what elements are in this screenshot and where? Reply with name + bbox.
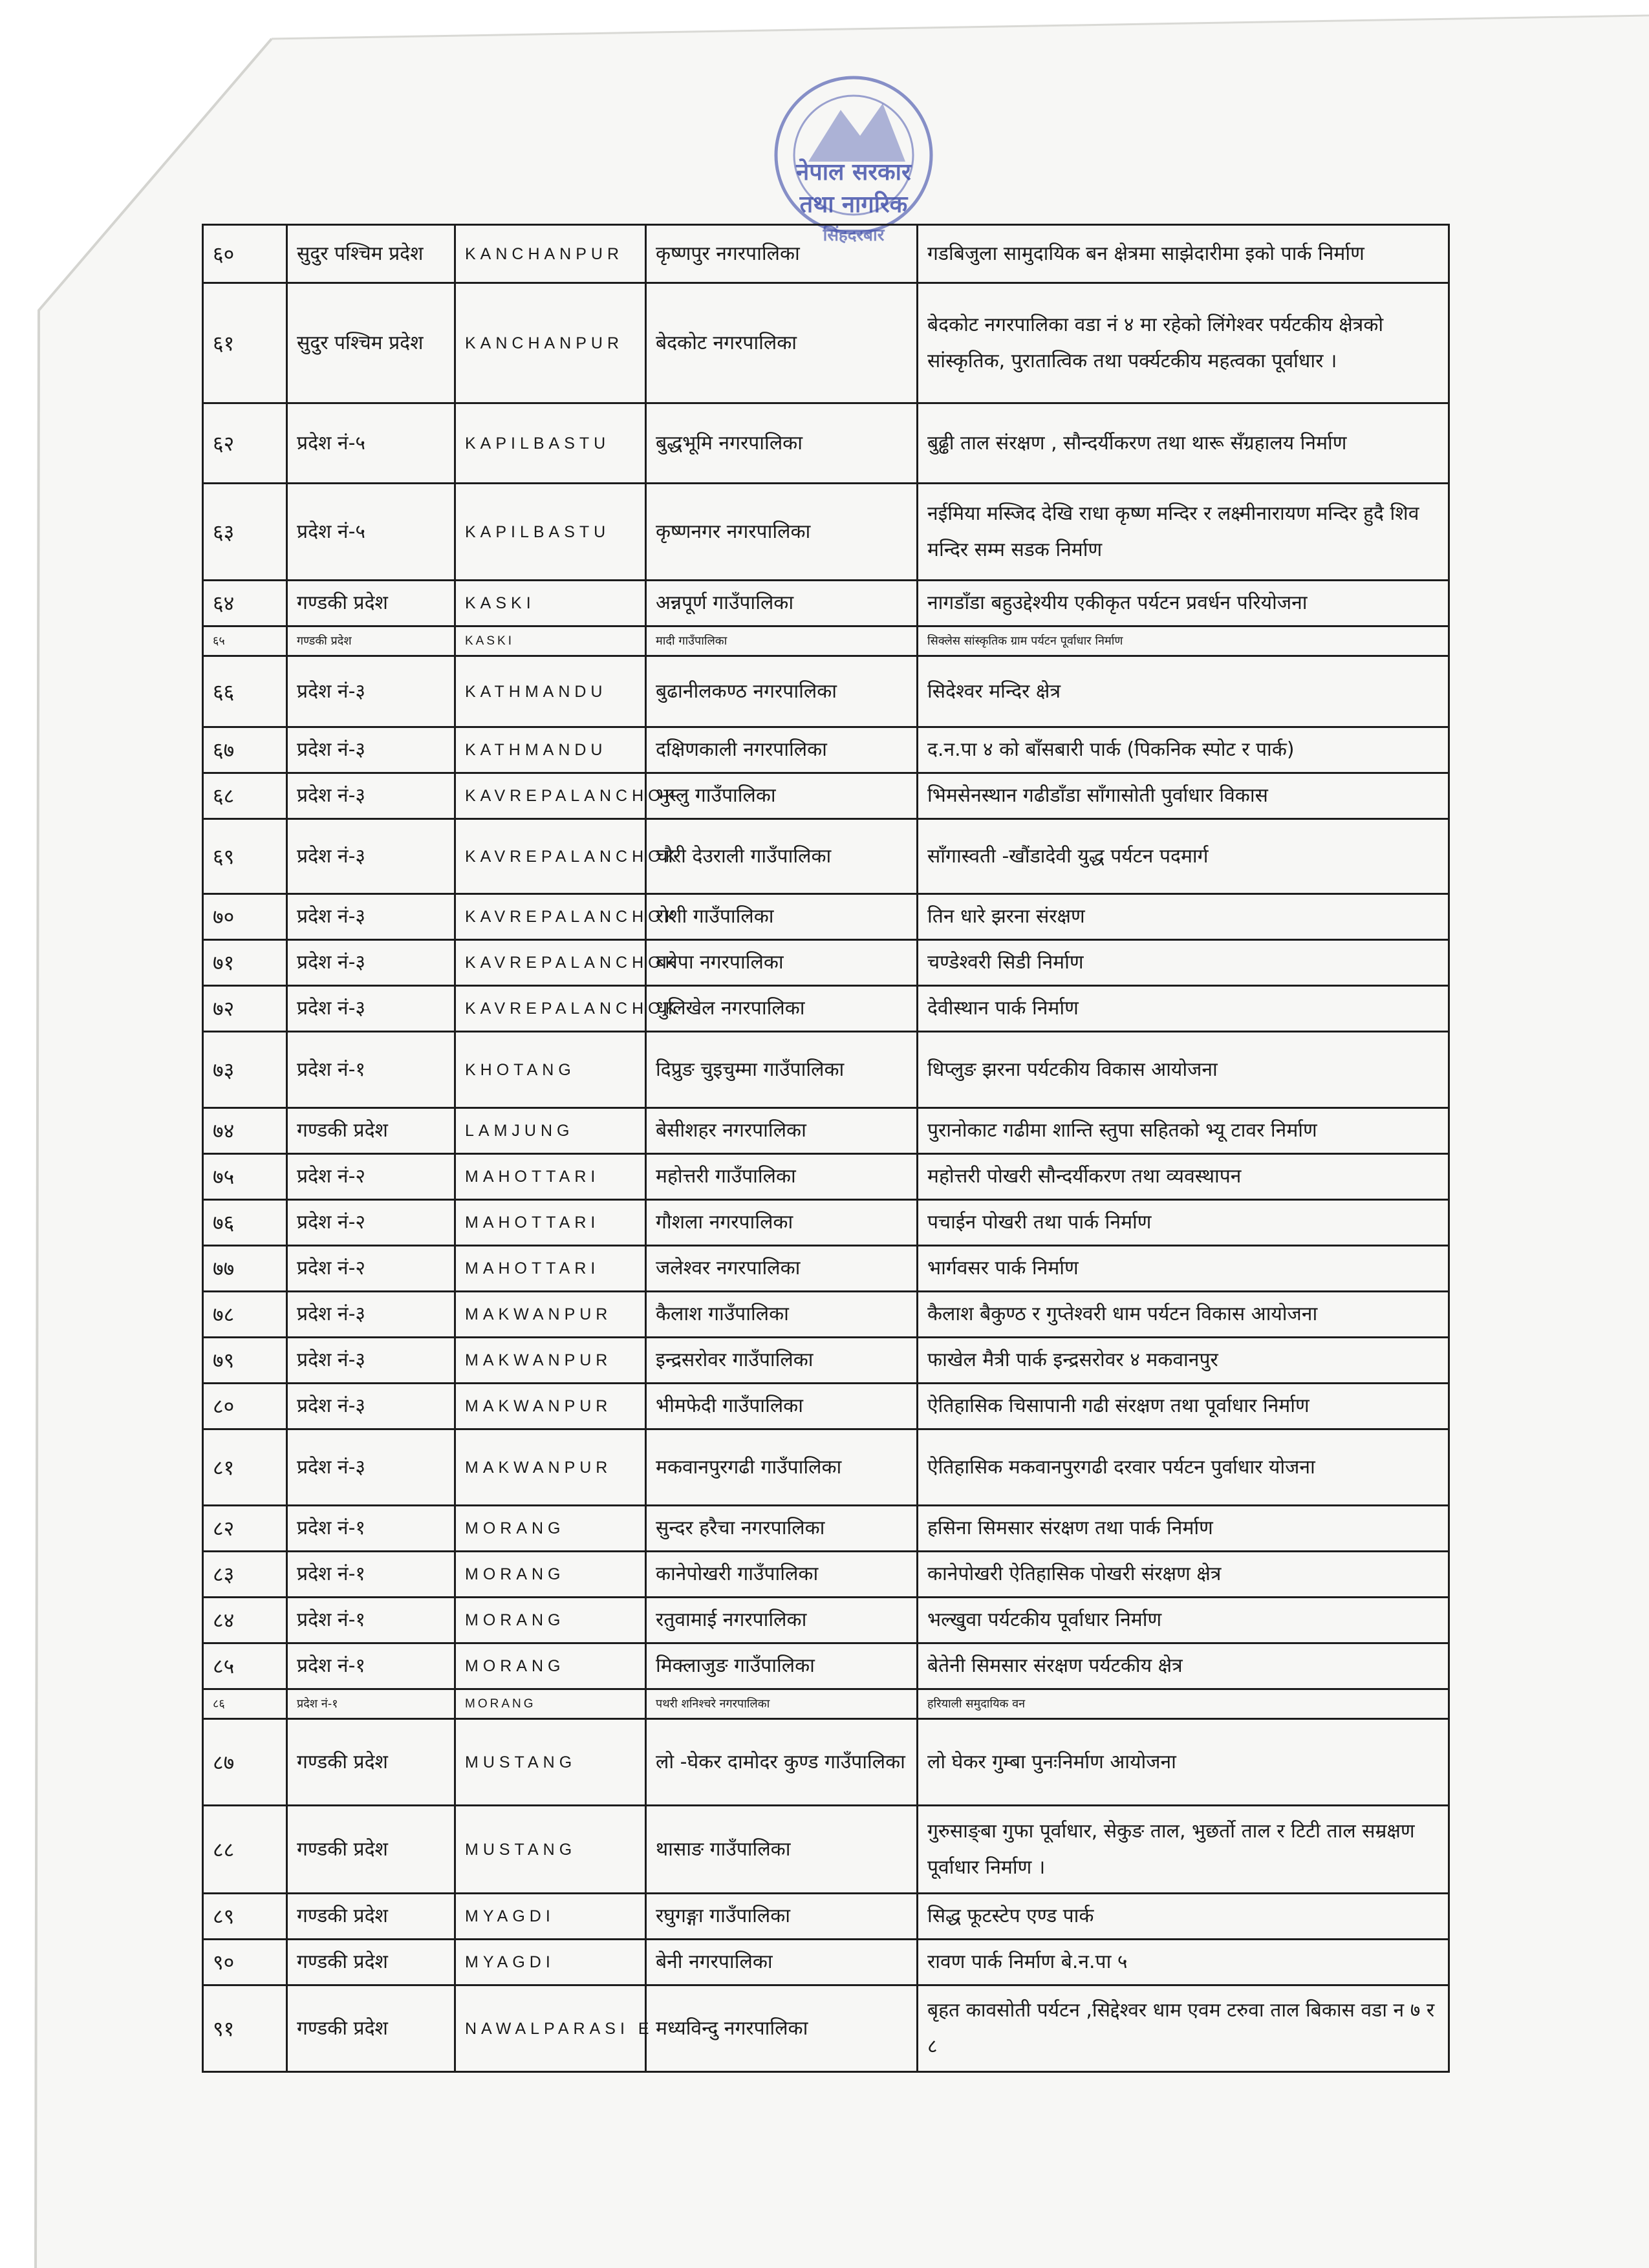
serial-number: ६८	[203, 773, 287, 819]
table-row	[203, 1719, 1449, 1806]
local-body: दक्षिणकाली नगरपालिका	[646, 727, 918, 773]
table-row	[203, 225, 1449, 283]
district: MORANG	[455, 1689, 646, 1719]
district: MORANG	[455, 1552, 646, 1598]
district: KANCHANPUR	[455, 225, 646, 283]
project-name: ऐतिहासिक चिसापानी गढी संरक्षण तथा पूर्वाधार निर्माण	[918, 1384, 1449, 1429]
district: KHOTANG	[455, 1032, 646, 1108]
local-body: थासाङ गाउँपालिका	[646, 1806, 918, 1894]
province: गण्डकी प्रदेश	[287, 1894, 455, 1940]
province: प्रदेश नं-३	[287, 1384, 455, 1429]
province: गण्डकी प्रदेश	[287, 1985, 455, 2072]
local-body: मध्यविन्दु नगरपालिका	[646, 1985, 918, 2072]
project-name: बेतेनी सिमसार संरक्षण पर्यटकीय क्षेत्र	[918, 1643, 1449, 1689]
serial-number: ६१	[203, 283, 287, 403]
serial-number: ८३	[203, 1552, 287, 1598]
serial-number: ७१	[203, 940, 287, 986]
serial-number: ८४	[203, 1598, 287, 1643]
local-body: मादी गाउँपालिका	[646, 626, 918, 656]
project-name: सिद्ध फूटस्टेप एण्ड पार्क	[918, 1894, 1449, 1940]
province: गण्डकी प्रदेश	[287, 1806, 455, 1894]
table-row	[203, 1643, 1449, 1689]
province: गण्डकी प्रदेश	[287, 1108, 455, 1154]
serial-number: ६६	[203, 656, 287, 727]
district: MYAGDI	[455, 1940, 646, 1985]
table-row	[203, 1806, 1449, 1894]
table-row	[203, 1506, 1449, 1552]
local-body: बेसीशहर नगरपालिका	[646, 1108, 918, 1154]
serial-number: ८८	[203, 1806, 287, 1894]
province: प्रदेश नं-५	[287, 484, 455, 581]
local-body: दिप्रुङ चुइचुम्मा गाउँपालिका	[646, 1032, 918, 1108]
province: प्रदेश नं-५	[287, 403, 455, 484]
district: KAPILBASTU	[455, 484, 646, 581]
serial-number: ७५	[203, 1154, 287, 1200]
province: सुदुर पश्चिम प्रदेश	[287, 225, 455, 283]
local-body: अन्नपूर्ण गाउँपालिका	[646, 581, 918, 626]
project-name: फाखेल मैत्री पार्क इन्द्रसरोवर ४ मकवानपुर	[918, 1338, 1449, 1384]
serial-number: ६५	[203, 626, 287, 656]
local-body: बुढानीलकण्ठ नगरपालिका	[646, 656, 918, 727]
project-name: कैलाश बैकुण्ठ र गुप्तेश्वरी धाम पर्यटन विकास आयोजना	[918, 1292, 1449, 1338]
project-name: चण्डेश्वरी सिडी निर्माण	[918, 940, 1449, 986]
serial-number: ९०	[203, 1940, 287, 1985]
province: प्रदेश नं-३	[287, 1292, 455, 1338]
district: KASKI	[455, 626, 646, 656]
serial-number: ७३	[203, 1032, 287, 1108]
serial-number: ७४	[203, 1108, 287, 1154]
project-name: नईमिया मस्जिद देखि राधा कृष्ण मन्दिर र लक्ष्मीनारायण मन्दिर हुदै शिव मन्दिर सम्म सडक निर्माण	[918, 484, 1449, 581]
local-body: रघुगङ्गा गाउँपालिका	[646, 1894, 918, 1940]
district: KATHMANDU	[455, 656, 646, 727]
district: MAKWANPUR	[455, 1384, 646, 1429]
project-name: बेदकोट नगरपालिका वडा नं ४ मा रहेको लिंगेश्वर पर्यटकीय क्षेत्रको सांस्कृतिक, पुरातात्विक तथा पर्क्यटकीय महत्वका पूर्वाधार ।	[918, 283, 1449, 403]
local-body: महोत्तरी गाउँपालिका	[646, 1154, 918, 1200]
table-row	[203, 1032, 1449, 1108]
district: MYAGDI	[455, 1894, 646, 1940]
table-row	[203, 1552, 1449, 1598]
district: KAPILBASTU	[455, 403, 646, 484]
table-row	[203, 1338, 1449, 1384]
province: गण्डकी प्रदेश	[287, 581, 455, 626]
project-name: सिदेश्वर मन्दिर क्षेत्र	[918, 656, 1449, 727]
project-name: तिन धारे झरना संरक्षण	[918, 894, 1449, 940]
project-name: रावण पार्क निर्माण बे.न.पा ५	[918, 1940, 1449, 1985]
serial-number: ९१	[203, 1985, 287, 2072]
project-name: बृहत कावसोती पर्यटन ,सिद्देश्वर धाम एवम टरुवा ताल बिकास वडा न ७ र ८	[918, 1985, 1449, 2072]
serial-number: ८६	[203, 1689, 287, 1719]
local-body: बेदकोट नगरपालिका	[646, 283, 918, 403]
district: MAHOTTARI	[455, 1200, 646, 1246]
table-row	[203, 403, 1449, 484]
table-row	[203, 773, 1449, 819]
local-body: धुलिखेल नगरपालिका	[646, 986, 918, 1032]
serial-number: ८०	[203, 1384, 287, 1429]
local-body: इन्द्रसरोवर गाउँपालिका	[646, 1338, 918, 1384]
table-row	[203, 1894, 1449, 1940]
project-name: नागडाँडा बहुउद्देश्यीय एकीकृत पर्यटन प्रवर्धन परियोजना	[918, 581, 1449, 626]
province: प्रदेश नं-३	[287, 986, 455, 1032]
project-name: देवीस्थान पार्क निर्माण	[918, 986, 1449, 1032]
table-row	[203, 986, 1449, 1032]
province: सुदुर पश्चिम प्रदेश	[287, 283, 455, 403]
svg-text:नेपाल सरकार: नेपाल सरकार	[796, 159, 911, 186]
district: KASKI	[455, 581, 646, 626]
table-row	[203, 656, 1449, 727]
province: गण्डकी प्रदेश	[287, 1719, 455, 1806]
serial-number: ८५	[203, 1643, 287, 1689]
svg-text:सिंहदरबार: सिंहदरबार	[823, 226, 885, 245]
svg-text:तथा नागरिक: तथा नागरिक	[799, 191, 908, 218]
table-row	[203, 1940, 1449, 1985]
province: प्रदेश नं-३	[287, 940, 455, 986]
province: गण्डकी प्रदेश	[287, 626, 455, 656]
project-name: भार्गवसर पार्क निर्माण	[918, 1246, 1449, 1292]
serial-number: ७९	[203, 1338, 287, 1384]
province: प्रदेश नं-२	[287, 1246, 455, 1292]
table-row	[203, 1384, 1449, 1429]
project-name: साँगास्वती -खौंडादेवी युद्ध पर्यटन पदमार्ग	[918, 819, 1449, 894]
local-body: भीमफेदी गाउँपालिका	[646, 1384, 918, 1429]
district: MAHOTTARI	[455, 1154, 646, 1200]
table-row	[203, 894, 1449, 940]
local-body: सुन्दर हरैचा नगरपालिका	[646, 1506, 918, 1552]
table-row	[203, 1689, 1449, 1719]
table-row	[203, 1985, 1449, 2072]
serial-number: ८९	[203, 1894, 287, 1940]
district: LAMJUNG	[455, 1108, 646, 1154]
province: प्रदेश नं-१	[287, 1598, 455, 1643]
serial-number: ६०	[203, 225, 287, 283]
table-row	[203, 484, 1449, 581]
serial-number: ८१	[203, 1429, 287, 1506]
serial-number: ७२	[203, 986, 287, 1032]
serial-number: ७८	[203, 1292, 287, 1338]
local-body: रोशी गाउँपालिका	[646, 894, 918, 940]
province: प्रदेश नं-३	[287, 727, 455, 773]
table-row	[203, 1246, 1449, 1292]
local-body: पथरी शनिश्चरे नगरपालिका	[646, 1689, 918, 1719]
project-name: ऐतिहासिक मकवानपुरगढी दरवार पर्यटन पुर्वाधार योजना	[918, 1429, 1449, 1506]
province: प्रदेश नं-१	[287, 1643, 455, 1689]
project-name: सिक्लेस सांस्कृतिक ग्राम पर्यटन पूर्वाधार निर्माण	[918, 626, 1449, 656]
table-row	[203, 626, 1449, 656]
local-body: रतुवामाई नगरपालिका	[646, 1598, 918, 1643]
district: KANCHANPUR	[455, 283, 646, 403]
table-row	[203, 1154, 1449, 1200]
local-body: कैलाश गाउँपालिका	[646, 1292, 918, 1338]
serial-number: ८२	[203, 1506, 287, 1552]
district: KAVREPALANCHOK	[455, 894, 646, 940]
district: MAHOTTARI	[455, 1246, 646, 1292]
table-row	[203, 940, 1449, 986]
local-body: भुम्लु गाउँपालिका	[646, 773, 918, 819]
district: MORANG	[455, 1598, 646, 1643]
project-name: धिप्लुङ झरना पर्यटकीय विकास आयोजना	[918, 1032, 1449, 1108]
project-name: भल्खुवा पर्यटकीय पूर्वाधार निर्माण	[918, 1598, 1449, 1643]
project-name: बुढ्ढी ताल संरक्षण , सौन्दर्यीकरण तथा थारू सँग्रहालय निर्माण	[918, 403, 1449, 484]
district: MUSTANG	[455, 1806, 646, 1894]
district: KATHMANDU	[455, 727, 646, 773]
project-name: हरियाली समुदायिक वन	[918, 1689, 1449, 1719]
local-body: कृष्णनगर नगरपालिका	[646, 484, 918, 581]
serial-number: ६७	[203, 727, 287, 773]
district: MAKWANPUR	[455, 1429, 646, 1506]
local-body: मकवानपुरगढी गाउँपालिका	[646, 1429, 918, 1506]
province: गण्डकी प्रदेश	[287, 1940, 455, 1985]
local-body: लो -घेकर दामोदर कुण्ड गाउँपालिका	[646, 1719, 918, 1806]
serial-number: ८७	[203, 1719, 287, 1806]
project-name: लो घेकर गुम्बा पुनःनिर्माण आयोजना	[918, 1719, 1449, 1806]
serial-number: ६३	[203, 484, 287, 581]
table-row	[203, 1429, 1449, 1506]
province: प्रदेश नं-३	[287, 1429, 455, 1506]
project-name: महोत्तरी पोखरी सौन्दर्यीकरण तथा व्यवस्थापन	[918, 1154, 1449, 1200]
project-name: गडबिजुला सामुदायिक बन क्षेत्रमा साझेदारीमा इको पार्क निर्माण	[918, 225, 1449, 283]
province: प्रदेश नं-३	[287, 1338, 455, 1384]
district: KAVREPALANCHOK	[455, 986, 646, 1032]
project-name: पुरानोकाट गढीमा शान्ति स्तुपा सहितको भ्यू टावर निर्माण	[918, 1108, 1449, 1154]
province: प्रदेश नं-१	[287, 1032, 455, 1108]
district: MUSTANG	[455, 1719, 646, 1806]
project-name: भिमसेनस्थान गढीडाँडा साँगासोती पुर्वाधार विकास	[918, 773, 1449, 819]
local-body: कृष्णपुर नगरपालिका	[646, 225, 918, 283]
project-name: द.न.पा ४ को बाँसबारी पार्क (पिकनिक स्पोट र पार्क)	[918, 727, 1449, 773]
province: प्रदेश नं-२	[287, 1154, 455, 1200]
project-name: पचाईन पोखरी तथा पार्क निर्माण	[918, 1200, 1449, 1246]
district: MAKWANPUR	[455, 1338, 646, 1384]
table-row	[203, 283, 1449, 403]
table-row	[203, 727, 1449, 773]
local-body: बेनी नगरपालिका	[646, 1940, 918, 1985]
serial-number: ७७	[203, 1246, 287, 1292]
local-body: जलेश्वर नगरपालिका	[646, 1246, 918, 1292]
serial-number: ६९	[203, 819, 287, 894]
province: प्रदेश नं-३	[287, 894, 455, 940]
district: KAVREPALANCHOK	[455, 819, 646, 894]
table-row	[203, 1200, 1449, 1246]
local-body: बुद्धभूमि नगरपालिका	[646, 403, 918, 484]
province: प्रदेश नं-१	[287, 1506, 455, 1552]
project-name: कानेपोखरी ऐतिहासिक पोखरी संरक्षण क्षेत्र	[918, 1552, 1449, 1598]
district: KAVREPALANCHOK	[455, 940, 646, 986]
serial-number: ७०	[203, 894, 287, 940]
district: MAKWANPUR	[455, 1292, 646, 1338]
project-name: हसिना सिमसार संरक्षण तथा पार्क निर्माण	[918, 1506, 1449, 1552]
serial-number: ६२	[203, 403, 287, 484]
district: KAVREPALANCHOK	[455, 773, 646, 819]
table-row	[203, 1108, 1449, 1154]
district: MORANG	[455, 1643, 646, 1689]
project-list-table	[202, 224, 1450, 2073]
table-row	[203, 1292, 1449, 1338]
local-body: गौशला नगरपालिका	[646, 1200, 918, 1246]
table-row	[203, 581, 1449, 626]
local-body: मिक्लाजुङ गाउँपालिका	[646, 1643, 918, 1689]
province: प्रदेश नं-३	[287, 819, 455, 894]
serial-number: ६४	[203, 581, 287, 626]
province: प्रदेश नं-३	[287, 656, 455, 727]
table-row	[203, 819, 1449, 894]
province: प्रदेश नं-१	[287, 1689, 455, 1719]
province: प्रदेश नं-३	[287, 773, 455, 819]
local-body: चौरी देउराली गाउँपालिका	[646, 819, 918, 894]
table-row	[203, 1598, 1449, 1643]
district: MORANG	[455, 1506, 646, 1552]
local-body: कानेपोखरी गाउँपालिका	[646, 1552, 918, 1598]
local-body: बनेपा नगरपालिका	[646, 940, 918, 986]
province: प्रदेश नं-१	[287, 1552, 455, 1598]
province: प्रदेश नं-२	[287, 1200, 455, 1246]
project-name: गुरुसाङ्बा गुफा पूर्वाधार, सेकुङ ताल, भुछर्तो ताल र टिटी ताल सम्रक्षण पूर्वाधार निर्माण ।	[918, 1806, 1449, 1894]
district: NAWALPARASI E	[455, 1985, 646, 2072]
serial-number: ७६	[203, 1200, 287, 1246]
